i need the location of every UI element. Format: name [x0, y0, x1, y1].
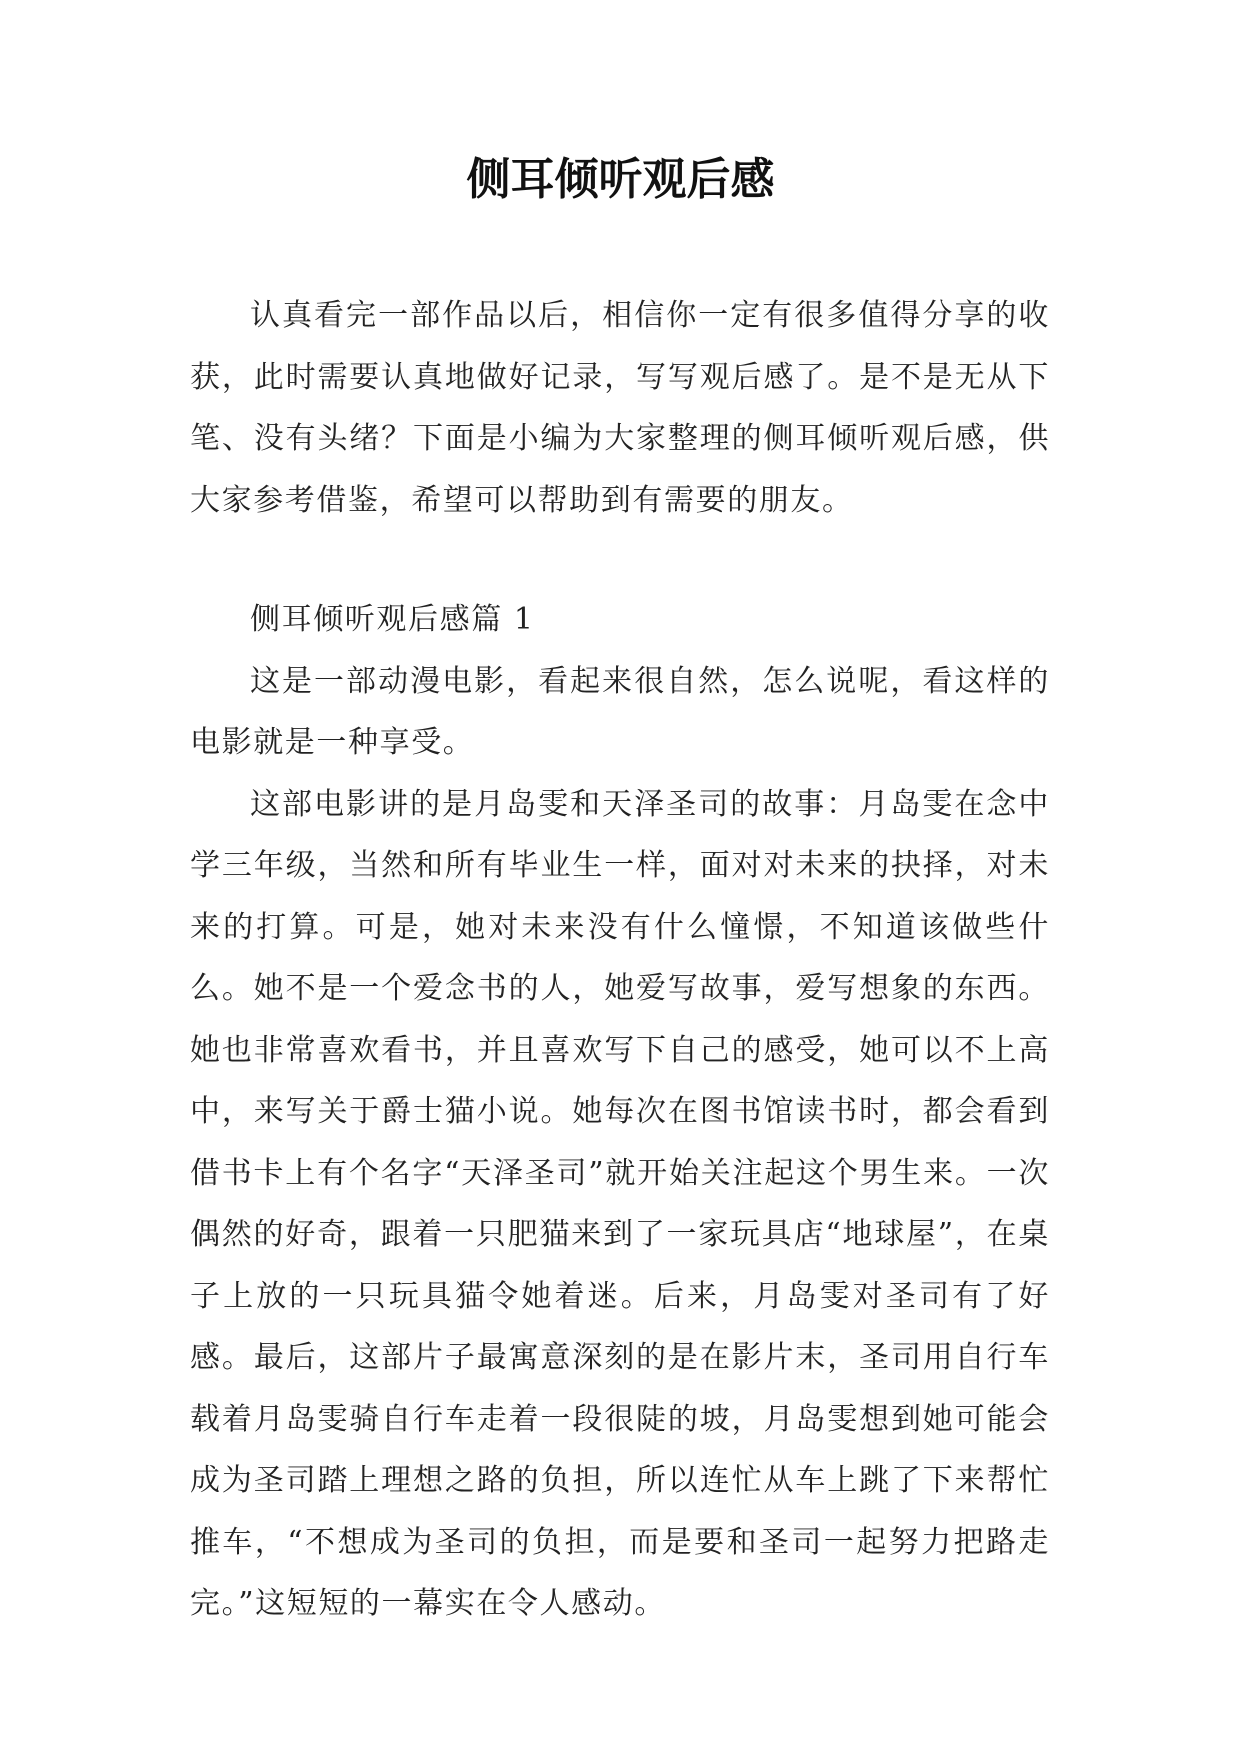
body-paragraph-2: 这部电影讲的是月岛雯和天泽圣司的故事：月岛雯在念中学三年级，当然和所有毕业生一样，面对对未来的抉择，对未来的打算。可是，她对未来没有什么憧憬，不知道该做些什么。她不是一个爱念书的人，她爱写故事，爱写想象的东西。她也非常喜欢看书，并且喜欢写下自己的感受，她可以不上高中，来写关于爵士猫小说。她每次在图书馆读书时，都会看到借书卡上有个名字“天泽圣司”就开始关注起这个男生来。一次偶然的好奇，跟着一只肥猫来到了一家玩具店“地球屋”，在桌子上放的一只玩具猫令她着迷。后来，月岛雯对圣司有了好感。最后，这部片子最寓意深刻的是在影片末，圣司用自行车载着月岛雯骑自行车走着一段很陡的坡，月岛雯想到她可能会成为圣司踏上理想之路的负担，所以连忙从车上跳了下来帮忙推车，“不想成为圣司的负担，而是要和圣司一起努力把路走完。”这短短的一幕实在令人感动。 — [190, 786, 1050, 1621]
document-title: 侧耳倾听观后感 — [466, 154, 775, 205]
body-paragraph-1: 这是一部动漫电影，看起来很自然，怎么说呢，看这样的电影就是一种享受。 — [190, 663, 1050, 760]
paragraph-spacer — [190, 531, 1050, 589]
section-heading: 侧耳倾听观后感篇 1 — [250, 602, 535, 637]
document-body — [190, 285, 1050, 1635]
intro-paragraph: 认真看完一部作品以后，相信你一定有很多值得分享的收获，此时需要认真地做好记录，写写观后感了。是不是无从下笔、没有头绪？下面是小编为大家整理的侧耳倾听观后感，供大家参考借鉴，希望可以帮助到有需要的朋友。 — [190, 298, 1050, 518]
